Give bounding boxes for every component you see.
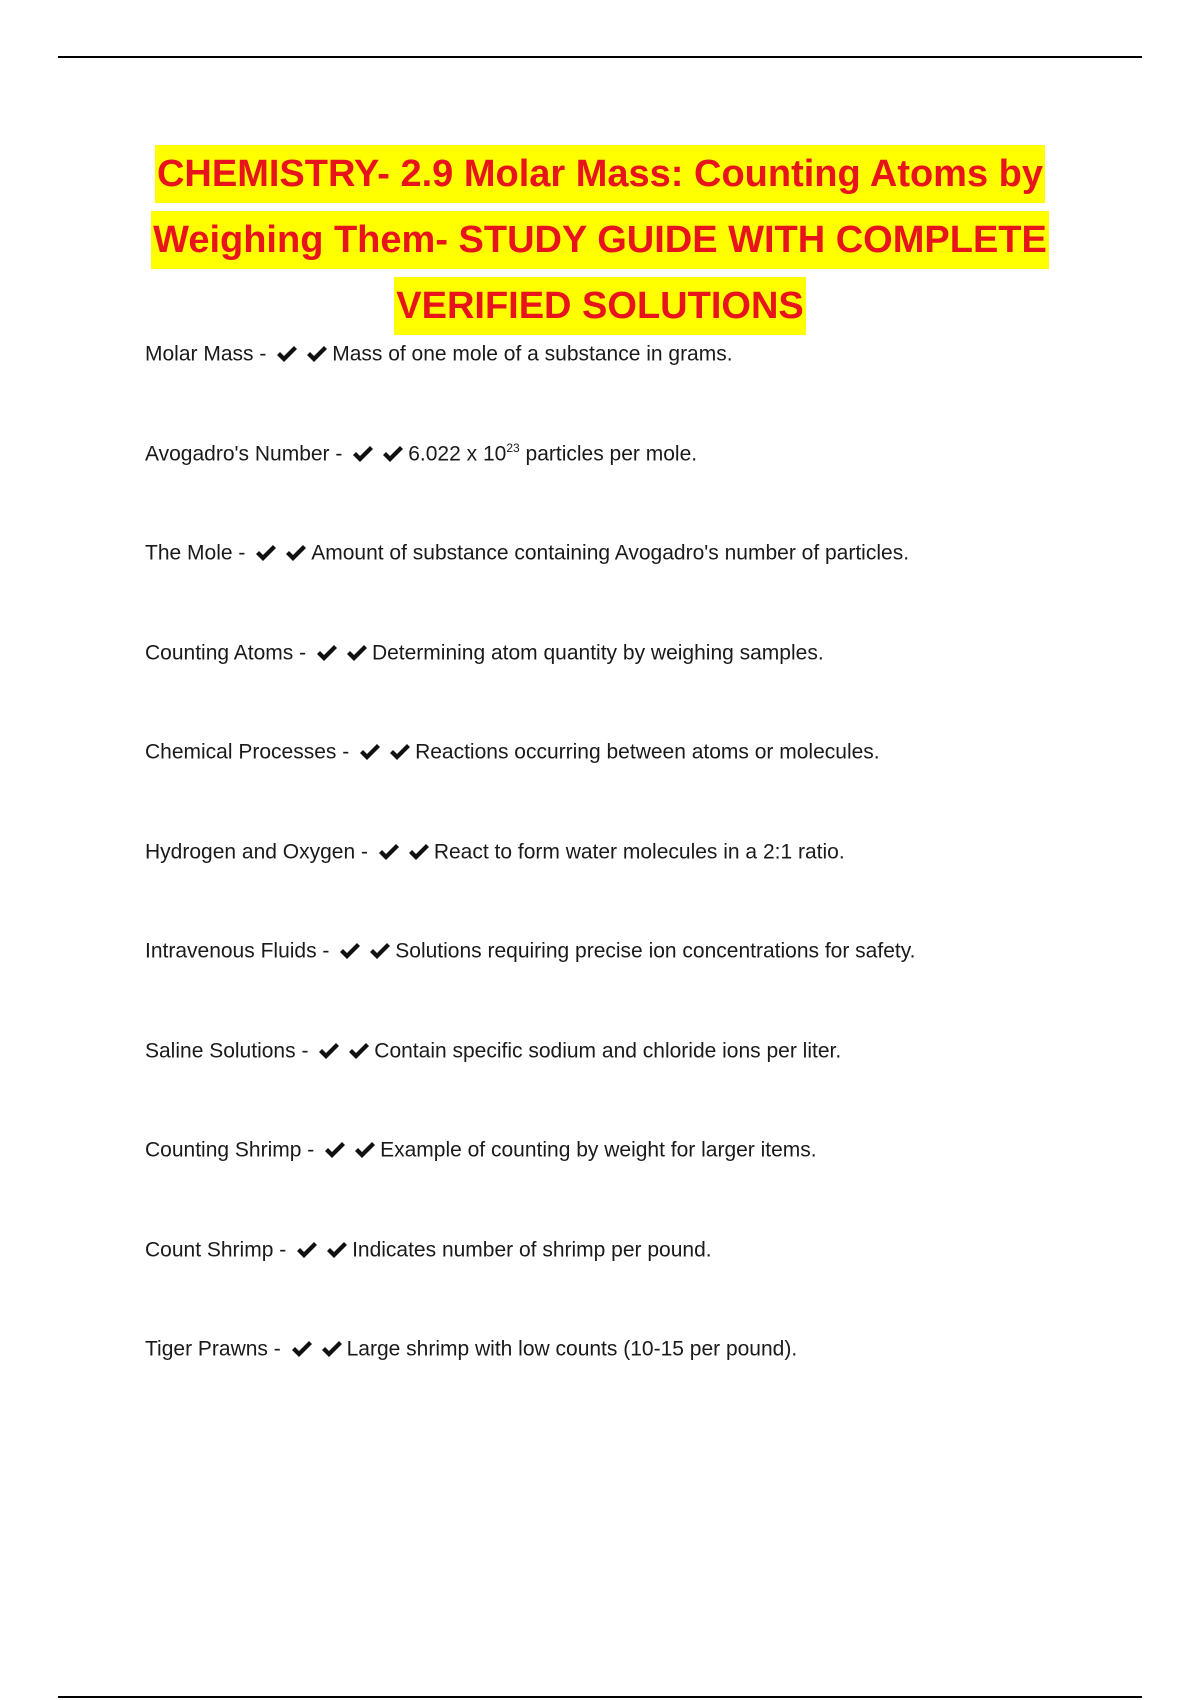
entry-separator: - (316, 939, 336, 963)
checkmark-icon (352, 444, 374, 464)
list-item (145, 1033, 1145, 1133)
checkmark-icon (316, 643, 338, 663)
checkmark-icon (318, 1041, 340, 1061)
checkmark-icon (291, 1339, 313, 1359)
checkmark-icon (326, 1240, 348, 1260)
top-rule (58, 56, 1142, 58)
entry-definition: React to form water molecules in a 2:1 ratio. (433, 839, 845, 863)
entry-definition: Solutions requiring precise ion concentrations for safety. (395, 939, 916, 963)
entry-term: Avogadro's Number (145, 441, 330, 465)
entry-definition: Amount of substance containing Avogadro's number of particles. (311, 541, 910, 565)
list-item (145, 1232, 1145, 1332)
entry-definition: Large shrimp with low counts (10-15 per pound). (346, 1337, 798, 1361)
entry-term: Saline Solutions (145, 1038, 296, 1062)
study-guide-entries (145, 336, 1145, 1431)
entry-term: Count Shrimp (145, 1237, 274, 1261)
entry-definition: Example of counting by weight for larger items. (380, 1138, 817, 1162)
checkmark-icon (359, 742, 381, 762)
list-item (145, 834, 1145, 934)
entry-term: Molar Mass (145, 342, 254, 366)
entry-separator: - (355, 839, 374, 863)
definition-exponent: 23 (506, 440, 520, 455)
entry-definition: Mass of one mole of a substance in grams. (332, 342, 733, 366)
title-line-3: VERIFIED SOLUTIONS (394, 277, 805, 335)
checkmark-icon (408, 842, 430, 862)
checkmark-icon (306, 344, 328, 364)
list-item (145, 1132, 1145, 1232)
entry-separator: - (301, 1138, 321, 1162)
entry-term: Chemical Processes (145, 740, 337, 764)
entry-separator: - (273, 1237, 293, 1261)
entry-term: Counting Shrimp (145, 1138, 302, 1162)
list-item (145, 635, 1145, 735)
entry-separator: - (253, 342, 273, 366)
entry-separator: - (295, 1038, 315, 1062)
document-title (100, 145, 1100, 343)
checkmark-icon (346, 643, 368, 663)
entry-term: The Mole (145, 541, 233, 565)
checkmark-icon (296, 1240, 318, 1260)
entry-definition (408, 442, 697, 465)
entry-separator: - (336, 740, 356, 764)
entry-term: Hydrogen and Oxygen (145, 839, 356, 863)
entry-separator: - (329, 441, 349, 465)
checkmark-icon (321, 1339, 343, 1359)
list-item (145, 436, 1145, 536)
entry-separator: - (267, 1337, 287, 1361)
list-item (145, 1331, 1145, 1431)
entry-term: Intravenous Fluids (145, 939, 317, 963)
checkmark-icon (354, 1140, 376, 1160)
bottom-rule (58, 1696, 1142, 1698)
checkmark-icon (382, 444, 404, 464)
checkmark-icon (324, 1140, 346, 1160)
definition-base: 6.022 x 10 (408, 442, 507, 466)
checkmark-icon (369, 941, 391, 961)
list-item (145, 535, 1145, 635)
checkmark-icon (348, 1041, 370, 1061)
list-item (145, 336, 1145, 436)
title-line-2: Weighing Them- STUDY GUIDE WITH COMPLETE (151, 211, 1049, 269)
entry-definition: Indicates number of shrimp per pound. (352, 1237, 712, 1261)
entry-definition: Reactions occurring between atoms or molecules. (415, 740, 880, 764)
checkmark-icon (389, 742, 411, 762)
entry-separator: - (232, 541, 252, 565)
entry-separator: - (293, 640, 312, 664)
list-item (145, 933, 1145, 1033)
checkmark-icon (276, 344, 298, 364)
checkmark-icon (255, 543, 277, 563)
title-line-1: CHEMISTRY- 2.9 Molar Mass: Counting Atoms by (155, 145, 1045, 203)
checkmark-icon (378, 842, 400, 862)
list-item (145, 734, 1145, 834)
entry-definition: Determining atom quantity by weighing samples. (371, 640, 824, 664)
entry-term: Tiger Prawns (145, 1337, 268, 1361)
entry-definition: Contain specific sodium and chloride ions per liter. (374, 1038, 842, 1062)
entry-term: Counting Atoms (145, 640, 294, 664)
checkmark-icon (339, 941, 361, 961)
checkmark-icon (285, 543, 307, 563)
definition-rest: particles per mole. (519, 442, 698, 466)
